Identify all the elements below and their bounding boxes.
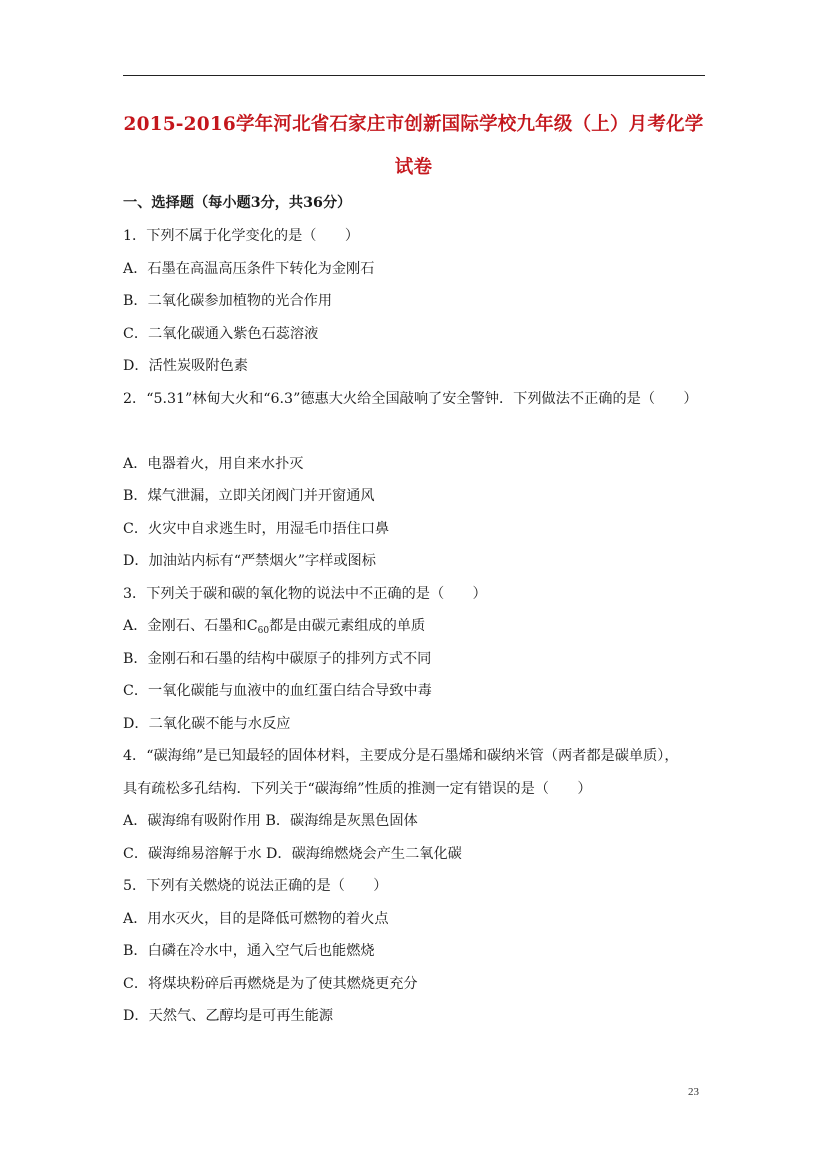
question-2-option-a: A．电器着火，用自来水扑灭: [123, 456, 304, 472]
section-heading: 一、选择题（每小题3分，共36分）: [123, 195, 352, 211]
c60-subscript: 60: [257, 626, 270, 636]
exam-title-line-2: 试卷: [394, 157, 433, 178]
question-5-option-d: D．天然气、乙醇均是可再生能源: [123, 1008, 334, 1024]
question-5-option-a: A．用水灭火，目的是降低可燃物的着火点: [123, 911, 389, 927]
question-4-stem-line-1: 4．“碳海绵”是已知最轻的固体材料，主要成分是石墨烯和碳纳米管（两者都是碳单质），: [123, 748, 679, 764]
question-1-option-c: C．二氧化碳通入紫色石蕊溶液: [123, 326, 319, 342]
option-a-suffix: 都是由碳元素组成的单质: [269, 618, 426, 634]
page-number: 23: [688, 1086, 699, 1098]
question-1-option-b: B．二氧化碳参加植物的光合作用: [123, 293, 333, 309]
question-4-options-cd: C．碳海绵易溶解于水 D．碳海绵燃烧会产生二氧化碳: [123, 846, 462, 862]
option-a-prefix: A．金刚石、石墨和C: [123, 618, 258, 634]
question-5-option-b: B．白磷在冷水中，通入空气后也能燃烧: [123, 943, 375, 959]
question-2-option-d: D．加油站内标有“严禁烟火”字样或图标: [123, 553, 376, 569]
question-2-option-b: B．煤气泄漏，立即关闭阀门并开窗通风: [123, 488, 375, 504]
question-2-stem: 2．“5.31”林甸大火和“6.3”德惠大火给全国敲响了安全警钟．下列做法不正确的是（ ）: [123, 391, 698, 407]
question-4-stem-line-2: 具有疏松多孔结构．下列关于“碳海绵”性质的推测一定有错误的是（ ）: [123, 781, 592, 797]
question-5-stem: 5．下列有关燃烧的说法正确的是（ ）: [123, 878, 388, 894]
question-1-option-d: D．活性炭吸附色素: [123, 358, 248, 374]
question-1-stem: 1．下列不属于化学变化的是（ ）: [123, 228, 360, 244]
question-1-option-a: A．石墨在高温高压条件下转化为金刚石: [123, 261, 375, 277]
question-3-option-b: B．金刚石和石墨的结构中碳原子的排列方式不同: [123, 651, 432, 667]
header-rule: [123, 75, 705, 76]
question-3-option-d: D．二氧化碳不能与水反应: [123, 716, 291, 732]
exam-title-line-1: 2015-2016学年河北省石家庄市创新国际学校九年级（上）月考化学: [123, 114, 704, 135]
question-3-option-a: [123, 616, 425, 641]
question-3-option-c: C．一氧化碳能与血液中的血红蛋白结合导致中毒: [123, 683, 432, 699]
question-2-option-c: C．火灾中自求逃生时，用湿毛巾捂住口鼻: [123, 521, 390, 537]
question-4-options-ab: A．碳海绵有吸附作用 B．碳海绵是灰黑色固体: [123, 813, 418, 829]
question-3-stem: 3．下列关于碳和碳的氧化物的说法中不正确的是（ ）: [123, 586, 487, 602]
question-5-option-c: C．将煤块粉碎后再燃烧是为了使其燃烧更充分: [123, 976, 418, 992]
